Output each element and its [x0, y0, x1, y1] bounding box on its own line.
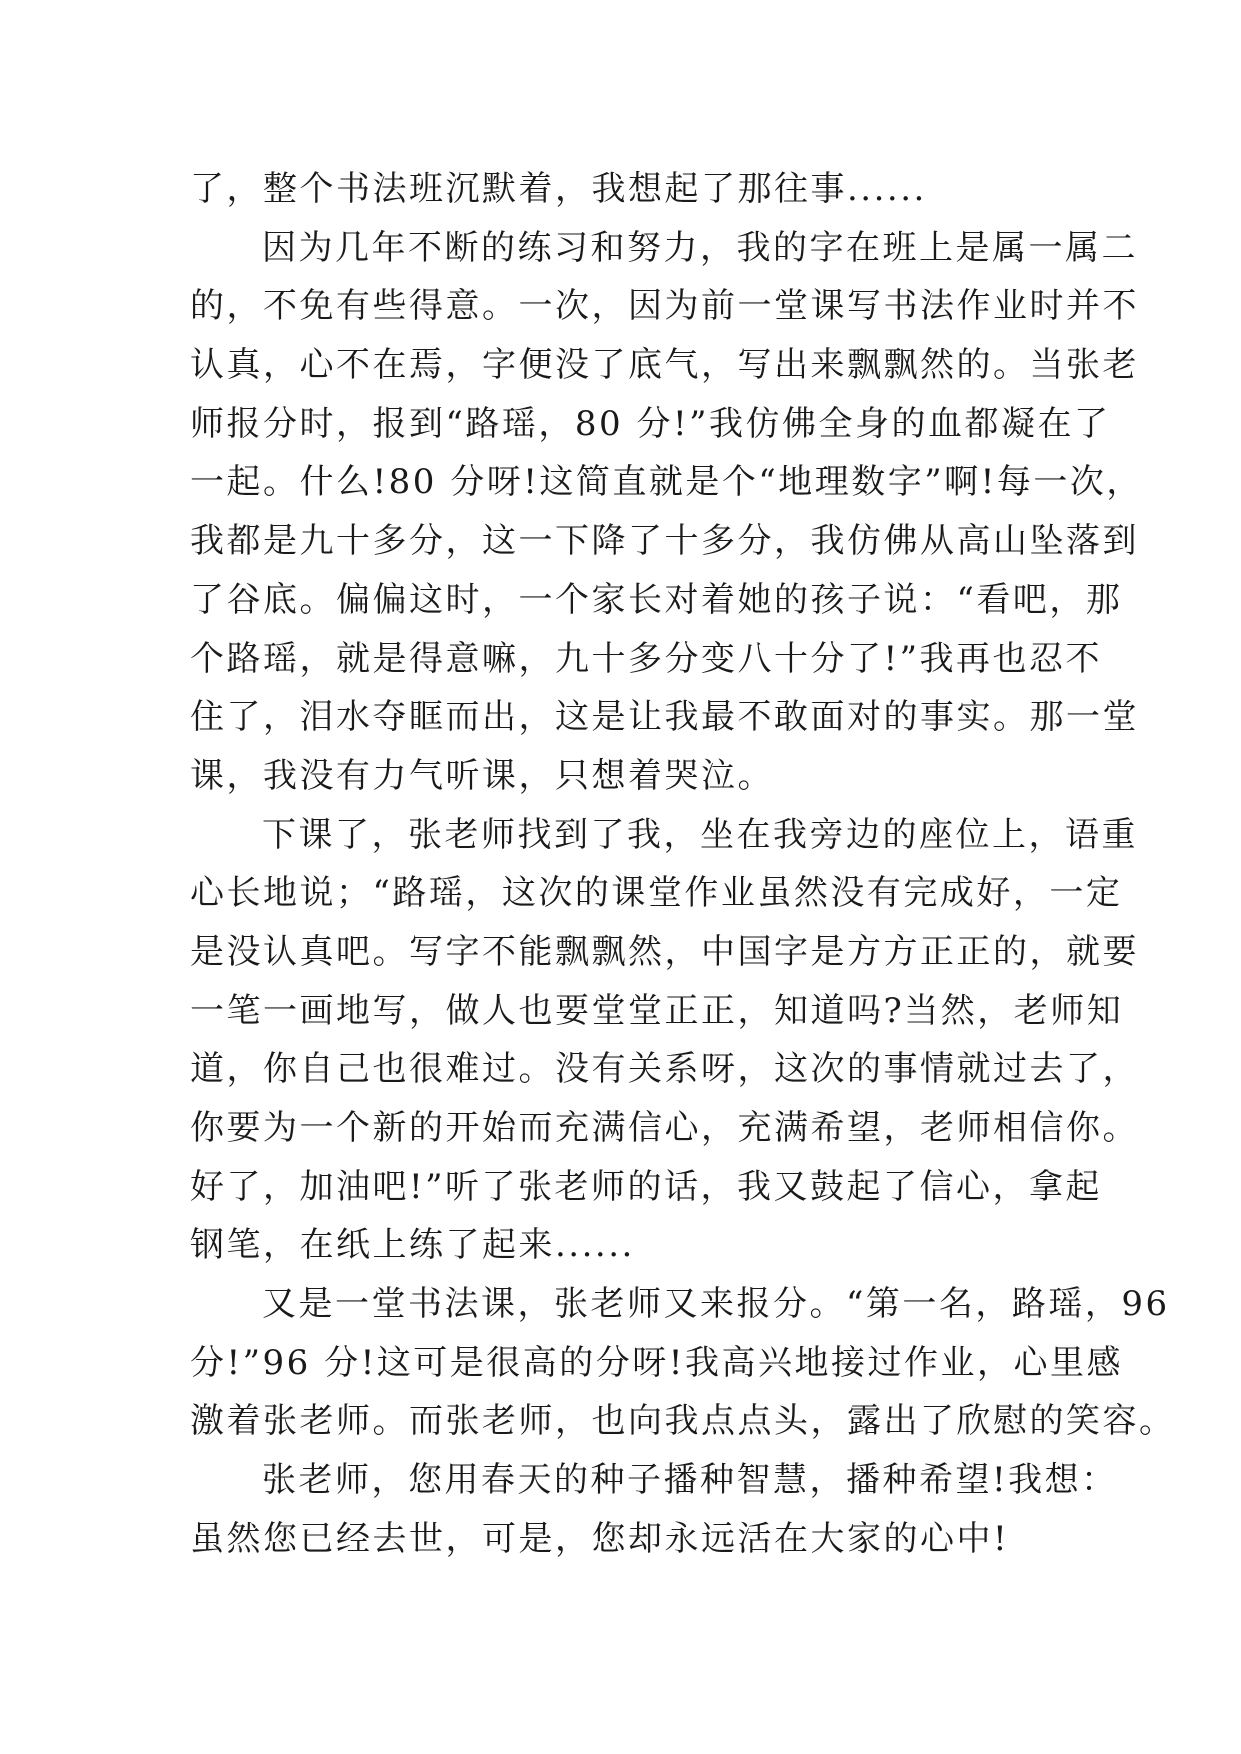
text-line: 钢笔，在纸上练了起来...... [190, 1225, 635, 1266]
text-line: 你要为一个新的开始而充满信心，充满希望，老师相信你。 [190, 1108, 1139, 1148]
text-line: 一起。什么!80 分呀!这简直就是个“地理数字”啊!每一次， [190, 462, 1143, 503]
paragraph-start-line: 因为几年不断的练习和努力，我的字在班上是属一属二 [262, 227, 1138, 268]
text-line: 住了，泪水夺眶而出，这是让我最不敢面对的事实。那一堂 [190, 697, 1139, 738]
text-line: 道，你自己也很难过。没有关系呀，这次的事情就过去了， [190, 1049, 1139, 1090]
paragraph-start-line: 张老师，您用春天的种子播种智慧，播种希望!我想： [262, 1460, 1118, 1501]
text-line: 激着张老师。而张老师，也向我点点头，露出了欣慰的笑容。 [190, 1401, 1176, 1442]
text-line: 认真，心不在焉，字便没了底气，写出来飘飘然的。当张老 [190, 345, 1139, 386]
text-line: 一笔一画地写，做人也要堂堂正正，知道吗?当然，老师知 [190, 990, 1124, 1031]
text-line: 个路瑶，就是得意嘛，九十多分变八十分了!”我再也忍不 [190, 638, 1103, 679]
text-line: 我都是九十多分，这一下降了十多分，我仿佛从高山坠落到 [190, 521, 1139, 562]
text-line: 了谷底。偏偏这时，一个家长对着她的孩子说：“看吧，那 [190, 579, 1123, 620]
text-line: 是没认真吧。写字不能飘飘然，中国字是方方正正的，就要 [190, 931, 1139, 972]
text-line: 的，不免有些得意。一次，因为前一堂课写书法作业时并不 [190, 286, 1139, 327]
text-line: 虽然您已经去世，可是，您却永远活在大家的心中! [190, 1518, 1010, 1559]
text-line: 了，整个书法班沉默着，我想起了那往事...... [190, 169, 927, 209]
text-line: 分!”96 分!这可是很高的分呀!我高兴地接过作业，心里感 [190, 1342, 1123, 1383]
body-text [190, 160, 1176, 1569]
paragraph-start-line: 又是一堂书法课，张老师又来报分。“第一名，路瑶，96 [262, 1284, 1170, 1325]
text-line: 师报分时，报到“路瑶，80 分!”我仿佛全身的血都凝在了 [190, 403, 1111, 444]
text-line: 好了，加油吧!”听了张老师的话，我又鼓起了信心，拿起 [190, 1166, 1103, 1207]
text-line: 心长地说；“路瑶，这次的课堂作业虽然没有完成好，一定 [190, 873, 1123, 914]
paragraph-start-line: 下课了，张老师找到了我，坐在我旁边的座位上，语重 [262, 814, 1138, 855]
text-line: 课，我没有力气听课，只想着哭泣。 [190, 755, 774, 796]
